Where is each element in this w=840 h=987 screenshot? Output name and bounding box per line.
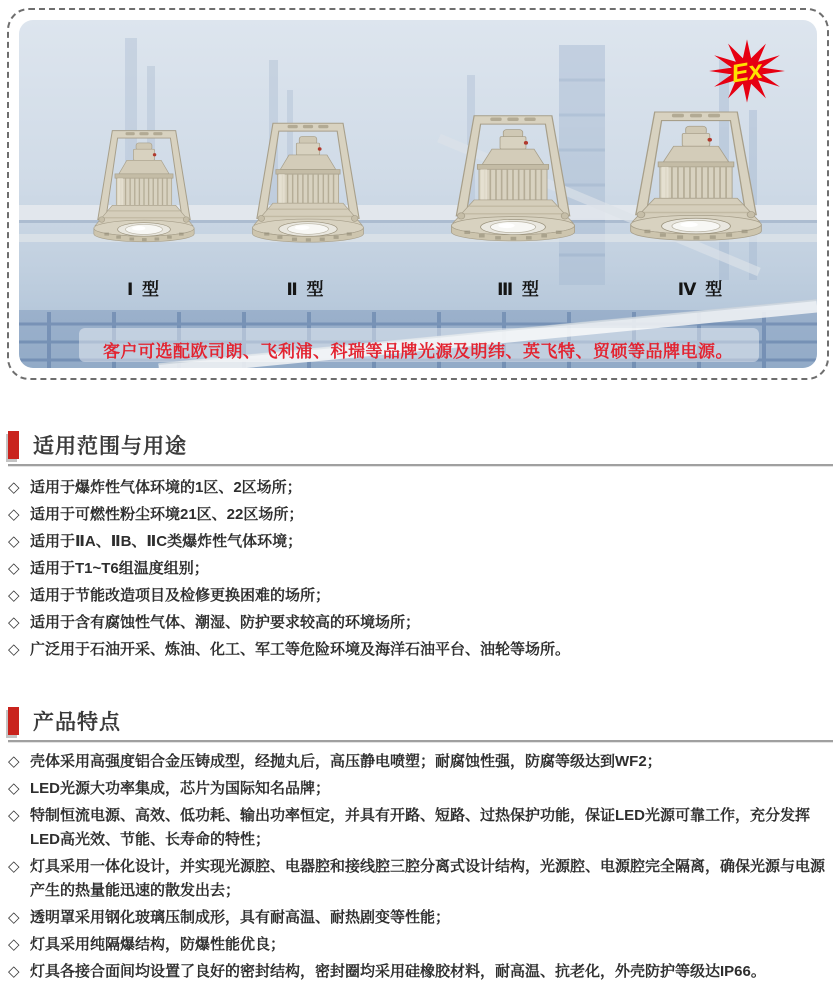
product-photo-frame — [7, 8, 829, 380]
list-item-text: 灯具采用一体化设计，并实现光源腔、电器腔和接线腔三腔分离式设计结构，光源腔、电源腔完全隔离，确保光源与电源产生的热量能迅速的散发出去； — [30, 858, 826, 899]
list-item — [8, 503, 828, 527]
list-item — [8, 584, 828, 608]
list-item-text: 适用于含有腐蚀性气体、潮湿、防护要求较高的环境场所； — [30, 614, 421, 631]
section-product-features — [0, 706, 840, 987]
section-accent-bar — [8, 707, 19, 735]
list-item-text: 灯具采用纯隔爆结构，防爆性能优良； — [30, 936, 286, 953]
list-item-text: 适用于节能改造项目及检修更换困难的场所； — [30, 587, 331, 604]
list-item-text: 壳体采用高强度铝合金压铸成型，经抛丸后，高压静电喷塑；耐腐蚀性强，防腐等级达到WF2； — [30, 753, 662, 770]
lamp-label-type-3: Ⅲ 型 — [497, 280, 541, 299]
diamond-bullet-icon: ◇ — [8, 963, 20, 980]
list-item — [8, 638, 828, 662]
list-item — [8, 557, 828, 581]
list-item — [8, 750, 828, 774]
list-item-text: 广泛用于石油开采、炼油、化工、军工等危险环境及海洋石油平台、油轮等场所。 — [30, 641, 571, 658]
lamp-label-type-4: Ⅳ 型 — [677, 280, 725, 299]
list-item — [8, 933, 828, 957]
list-item — [8, 530, 828, 554]
ex-badge-label: Ex — [729, 55, 765, 89]
diamond-bullet-icon: ◇ — [8, 479, 20, 496]
section-header — [8, 430, 833, 466]
list-item-text: 适用于T1~T6组温度组别； — [30, 560, 209, 577]
lamp-type-4-image — [610, 102, 782, 266]
product-photo — [19, 20, 817, 368]
list-item — [8, 960, 828, 984]
lamp-type-3-image — [432, 106, 594, 266]
section-header — [8, 706, 833, 742]
diamond-bullet-icon: ◇ — [8, 909, 20, 926]
lamp-type-2-image — [235, 114, 381, 266]
diamond-bullet-icon: ◇ — [8, 780, 20, 797]
diamond-bullet-icon: ◇ — [8, 506, 20, 523]
list-item — [8, 777, 828, 801]
diamond-bullet-icon: ◇ — [8, 614, 20, 631]
diamond-bullet-icon: ◇ — [8, 587, 20, 604]
list-item — [8, 906, 828, 930]
diamond-bullet-icon: ◇ — [8, 936, 20, 953]
lamp-type-1-image — [78, 122, 210, 264]
list-item-text: 灯具各接合面间均设置了良好的密封结构，密封圈均采用硅橡胶材料，耐高温、抗老化，外壳防护等级达IP66。 — [30, 963, 766, 980]
section-application-scope — [0, 430, 840, 665]
list-item-text: 透明罩采用钢化玻璃压制成形，具有耐高温、耐热剧变等性能； — [30, 909, 451, 926]
list-item — [8, 804, 828, 852]
ex-certification-badge — [707, 36, 787, 106]
section-title: 产品特点 — [33, 711, 121, 734]
list-item — [8, 855, 828, 903]
diamond-bullet-icon: ◇ — [8, 560, 20, 577]
diamond-bullet-icon: ◇ — [8, 753, 20, 770]
list-item-text: 适用于可燃性粉尘环境21区、22区场所； — [30, 506, 304, 523]
section-title: 适用范围与用途 — [33, 435, 187, 458]
diamond-bullet-icon: ◇ — [8, 858, 20, 875]
list-item — [8, 476, 828, 500]
section-accent-bar — [8, 431, 19, 459]
lamp-label-type-2: Ⅱ 型 — [286, 280, 326, 299]
list-item — [8, 611, 828, 635]
application-scope-list — [0, 476, 840, 662]
diamond-bullet-icon: ◇ — [8, 641, 20, 658]
diamond-bullet-icon: ◇ — [8, 807, 20, 824]
brand-options-caption: 客户可选配欧司朗、飞利浦、科瑞等品牌光源及明纬、英飞特、贸硕等品牌电源。 — [103, 342, 733, 361]
product-features-list — [0, 750, 840, 984]
list-item-text: 特制恒流电源、高效、低功耗、输出功率恒定，并具有开路、短路、过热保护功能，保证LED光源可靠工作，充分发挥LED高光效、节能、长寿命的特性； — [30, 807, 811, 848]
list-item-text: 适用于爆炸性气体环境的1区、2区场所； — [30, 479, 302, 496]
lamp-label-type-1: Ⅰ 型 — [126, 280, 162, 299]
list-item-text: 适用于ⅡA、ⅡB、ⅡC类爆炸性气体环境； — [30, 533, 303, 550]
diamond-bullet-icon: ◇ — [8, 533, 20, 550]
list-item-text: LED光源大功率集成，芯片为国际知名品牌； — [30, 780, 331, 797]
